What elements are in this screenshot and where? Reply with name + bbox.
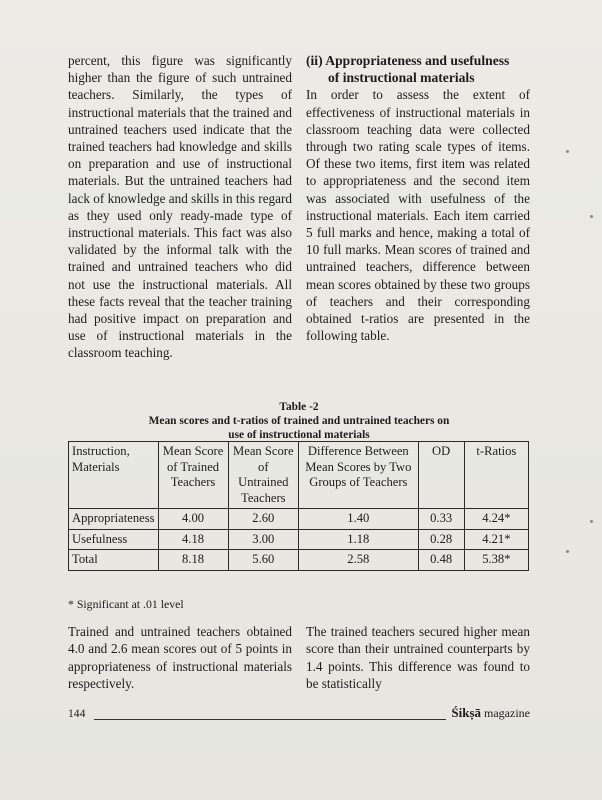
left-column-text: percent, this figure was significantly higher than the figure of such untrained teachers. Similarly, the types of instructional materials that the trained and untrained teachers used indicate that the trained teachers had knowledge and skills on preparation and use of instructional materials. But the untrained teachers had lack of knowledge and skills in this regard as they used only ready-made type of instructional materials. This fact was also validated by the informal talk with the trained and untrained teachers who did not use the instructional materials. All these facts reveal that the teacher training had positive impact on preparation and use of instructional materials in the classroom teaching. bbox=[68, 53, 292, 361]
header-mean-untrained: Mean Score of Untrained Teachers bbox=[228, 442, 299, 509]
table-caption bbox=[68, 400, 530, 442]
cell-mean-untrained: 3.00 bbox=[228, 529, 299, 550]
table-caption-line2: use of instructional materials bbox=[228, 429, 370, 441]
cell-difference: 2.58 bbox=[299, 550, 419, 571]
table-header-row bbox=[69, 442, 529, 509]
footer-rule bbox=[94, 719, 446, 720]
table-caption-line1: Mean scores and t-ratios of trained and untrained teachers on bbox=[148, 415, 450, 427]
cell-od: 0.28 bbox=[418, 529, 464, 550]
header-mean-trained: Mean Score of Trained Teachers bbox=[158, 442, 228, 509]
page-speck bbox=[566, 150, 569, 153]
table-number: Table -2 bbox=[279, 401, 319, 413]
table-row bbox=[69, 550, 529, 571]
table-footnote: * Significant at .01 level bbox=[68, 597, 184, 611]
page-speck bbox=[590, 520, 593, 523]
right-column bbox=[306, 52, 530, 344]
cell-od: 0.48 bbox=[418, 550, 464, 571]
row-label: Usefulness bbox=[69, 529, 159, 550]
section-heading-line2: of instructional materials bbox=[328, 70, 475, 86]
cell-difference: 1.40 bbox=[299, 509, 419, 530]
page-speck bbox=[566, 550, 569, 553]
cell-mean-trained: 4.18 bbox=[158, 529, 228, 550]
row-label: Appropriateness bbox=[69, 509, 159, 530]
magazine-name bbox=[451, 705, 530, 721]
left-column bbox=[68, 52, 292, 362]
right-column-text: In order to assess the extent of effectiveness of instructional materials in classroom teaching data were collected through two rating scale types of items. Of these two items, first item was related to appropriateness and the second item was associated with usefulness of the instructional materials. Each item carried 5 full marks and hence, making a total of 10 full marks. Mean scores of trained and untrained teachers, difference between mean scores obtained by these two groups of teachers and their corresponding obtained t-ratios are presented in the following table. bbox=[306, 87, 530, 344]
bottom-left-text: Trained and untrained teachers obtained 4.0 and 2.6 mean scores out of 5 points in appropriateness of instructional materials respectively. bbox=[68, 624, 292, 692]
header-od: OD bbox=[418, 442, 464, 509]
cell-mean-untrained: 5.60 bbox=[228, 550, 299, 571]
magazine-word: magazine bbox=[484, 706, 530, 720]
header-t-ratios: t-Ratios bbox=[464, 442, 528, 509]
cell-t-ratio: 4.24* bbox=[464, 509, 528, 530]
page-footer bbox=[68, 705, 530, 725]
header-difference: Difference Between Mean Scores by Two Groups of Teachers bbox=[299, 442, 419, 509]
cell-t-ratio: 5.38* bbox=[464, 550, 528, 571]
cell-difference: 1.18 bbox=[299, 529, 419, 550]
bottom-right-text: The trained teachers secured higher mean score than their untrained counterparts by 1.4 points. This difference was found to be statistically bbox=[306, 624, 530, 692]
page-number: 144 bbox=[68, 707, 86, 720]
page-speck bbox=[590, 215, 593, 218]
cell-t-ratio: 4.21* bbox=[464, 529, 528, 550]
section-heading bbox=[306, 52, 530, 86]
bottom-left-column bbox=[68, 623, 292, 693]
cell-mean-untrained: 2.60 bbox=[228, 509, 299, 530]
bottom-right-column bbox=[306, 623, 530, 693]
cell-od: 0.33 bbox=[418, 509, 464, 530]
cell-mean-trained: 4.00 bbox=[158, 509, 228, 530]
row-label: Total bbox=[69, 550, 159, 571]
cell-mean-trained: 8.18 bbox=[158, 550, 228, 571]
results-table bbox=[68, 441, 529, 571]
header-instruction-materials: Instruction, Materials bbox=[69, 442, 159, 509]
section-heading-line1: (ii) Appropriateness and usefulness bbox=[306, 53, 510, 68]
magazine-brand: Śikṣā bbox=[451, 705, 482, 720]
table-row bbox=[69, 509, 529, 530]
table-row bbox=[69, 529, 529, 550]
